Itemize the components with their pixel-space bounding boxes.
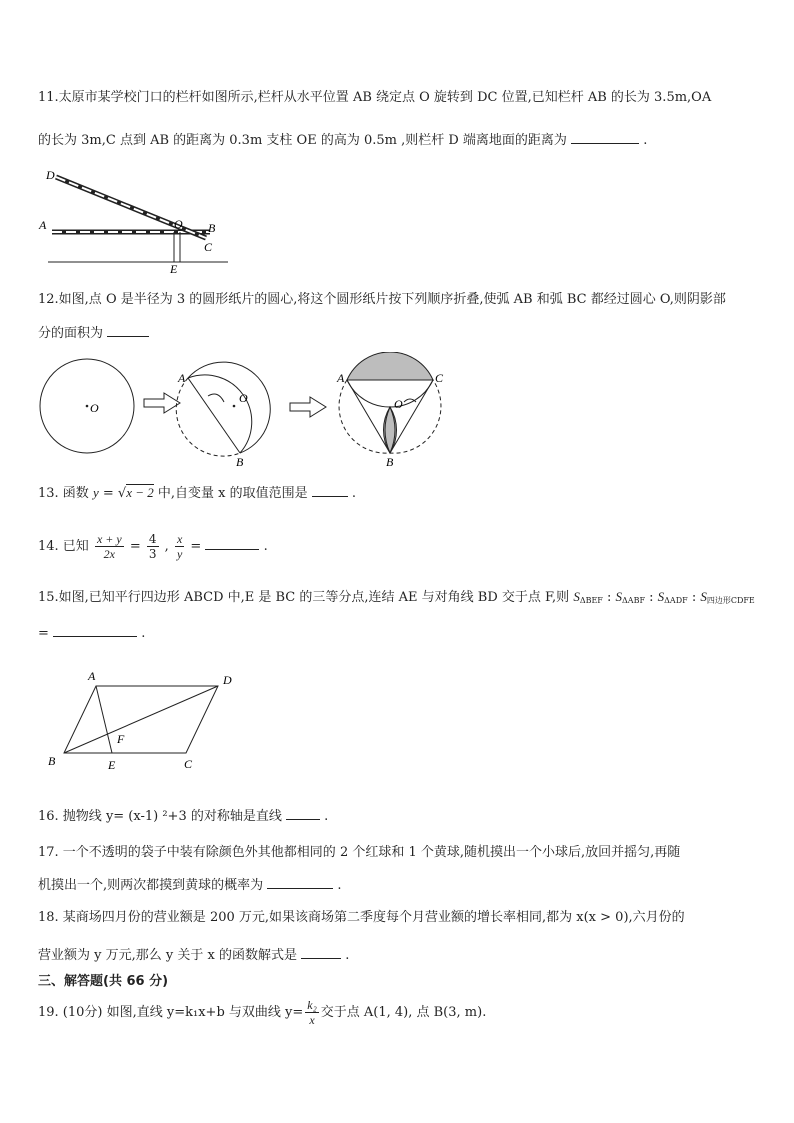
q13-eq: = [102,486,118,501]
q15-line1: 15.如图,已知平行四边形 ABCD 中,E 是 BC 的三等分点,连结 AE 与对角线 BD 交于点 F,则 $S_{\Delta BEF}$ : $S_{\Delta ABF}$ : $S_{\Delta ADF}$ : $S_{四边形CDFE}$ [38,589,755,605]
q13-radical: √x − 2 [117,485,154,501]
q11-line2-text: 的长为 3m,C 点到 AB 的距离为 0.3m 支柱 OE 的高为 0.5m ,则栏杆 D 端离地面的距离为 [38,133,567,148]
q16-end: . [324,809,329,824]
q17-line1: 17. 一个不透明的袋子中装有除颜色外其他都相同的 2 个红球和 1 个黄球,随机摸出一个小球后,放回并摇匀,再随 [38,845,681,860]
q17-line2-text: 机摸出一个,则两次都摸到黄球的概率为 [38,878,264,893]
q12-folding-figure [38,352,458,482]
q14-line [38,532,268,561]
q13-answer-blank[interactable] [312,482,348,497]
q15-eq: = [38,626,49,641]
q12-fig3-label-A: A [337,371,345,385]
q14-answer-blank[interactable] [205,535,259,550]
q16-line [38,805,328,827]
q12-fig3-label-O: O [394,397,403,411]
q11-line2 [38,129,647,151]
q14-sep: , [164,539,169,554]
q11-label-C: C [204,240,213,254]
q18-line2 [38,944,349,966]
q12-fig3-label-C: C [435,371,444,385]
q19-line [38,998,486,1027]
section-3-heading: 三、解答题(共 66 分) [38,974,169,989]
q19-pre: 19. (10分) 如图,直线 y=k₁x+b 与双曲线 y= [38,1005,304,1020]
q13-end: . [351,486,357,501]
q15-label-A: A [88,669,96,683]
q15-answer-blank[interactable] [53,622,137,637]
q15-label-D: D [223,673,232,687]
q15-label-E: E [108,758,116,772]
q15-label-C: C [184,757,193,771]
q13-pre: 13. 函数 [38,486,93,501]
q15-line2 [38,622,145,644]
q18-end: . [345,948,350,963]
q12-line2 [38,322,149,344]
q14-pre: 14. 已知 [38,539,89,554]
q16-answer-blank[interactable] [286,805,320,820]
q13-post: 中,自变量 x 的取值范围是 [157,486,308,501]
q15-sub-abf: ΔABF [622,596,645,605]
q11-answer-blank[interactable] [571,129,639,144]
q11-label-B: B [208,221,216,235]
q19-post: 交于点 A(1, 4), 点 B(3, m). [320,1005,487,1020]
q14-frac-xy: $\frac{x + y}{2x}$ [96,532,122,561]
q12-fig2-label-O: O [239,391,248,405]
q14-frac-x-y: $\frac{x}{y}$ [176,532,183,561]
q11-label-E: E [170,262,178,275]
q11-label-D: D [46,168,55,182]
q15-end: . [141,626,146,641]
q12-answer-blank[interactable] [107,322,149,337]
q18-answer-blank[interactable] [301,944,341,959]
q15-sub-adf: ΔADF [664,596,688,605]
q15-sub-cdfe: 四边形CDFE [706,596,755,605]
q12-line1: 12.如图,点 O 是半径为 3 的圆形纸片的圆心,将这个圆形纸片按下列顺序折叠,使弧 AB 和弧 BC 都经过圆心 O,则阴影部 [38,292,726,307]
q11-end: . [643,133,648,148]
q13-line [38,482,356,504]
q14-end: . [263,539,268,554]
q17-end: . [337,878,342,893]
q17-line2 [38,874,342,896]
q15-label-B: B [48,754,56,768]
q11-label-O: O [174,217,183,231]
q15-line1-text: 15.如图,已知平行四边形 ABCD 中,E 是 BC 的三等分点,连结 AE 与对角线 BD 交于点 F,则 [38,590,570,605]
q14-frac-43: $\frac{4}{3}$ [148,532,157,561]
q18-line2-text: 营业额为 y 万元,那么 y 关于 x 的函数解式是 [38,948,297,963]
q12-fig2-label-B: B [236,455,244,469]
q11-railing-figure [38,165,238,275]
q11-line1: 11.太原市某学校门口的栏杆如图所示,栏杆从水平位置 AB 绕定点 O 旋转到 DC 位置,已知栏杆 AB 的长为 3.5m,OA [38,90,712,105]
q15-label-F: F [117,732,125,746]
q12-fig2-label-A: A [178,371,186,385]
q16-text: 16. 抛物线 y= (x-1) ²+3 的对称轴是直线 [38,809,282,824]
q13-y: y [92,485,99,500]
q12-fig1-label-O: O [90,401,99,415]
q14-eq: = [129,539,145,554]
q15-sub-bef: ΔBEF [579,596,603,605]
q15-parallelogram-figure [38,665,248,775]
q17-answer-blank[interactable] [267,874,333,889]
q12-line2-text: 分的面积为 [38,326,104,341]
q14-eq2: = [190,539,202,554]
q19-frac-k2-x: $\frac{\text{k₂}}{x}$ [307,998,317,1027]
q18-line1: 18. 某商场四月份的营业额是 200 万元,如果该商场第二季度每个月营业额的增长率相同,都为 x(x > 0),六月份的 [38,910,685,925]
q11-label-A: A [39,218,47,232]
q12-fig3-label-B: B [386,455,394,469]
